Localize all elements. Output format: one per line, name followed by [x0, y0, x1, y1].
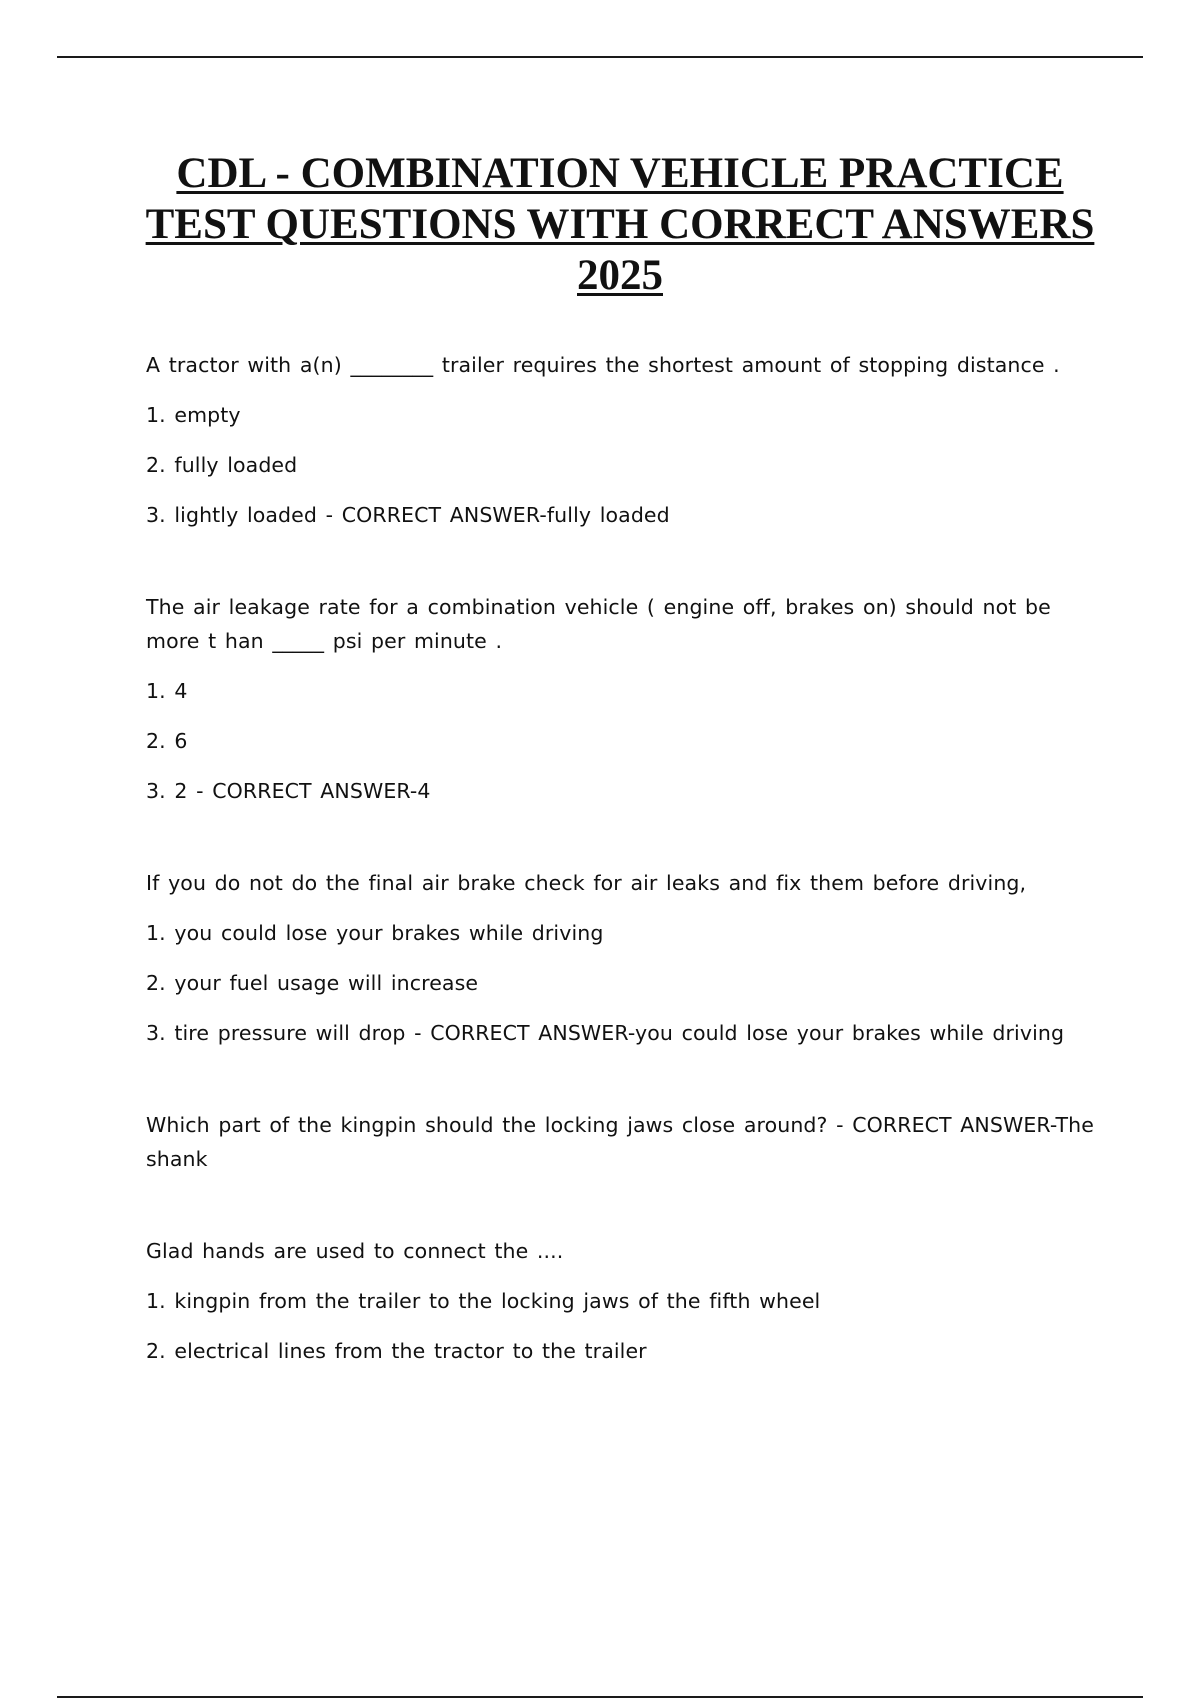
- document-title: CDL - COMBINATION VEHICLE PRACTICE TEST QUESTIONS WITH CORRECT ANSWERS 2025: [145, 150, 1095, 299]
- answer-option: 3. tire pressure will drop - CORRECT ANSWER-you could lose your brakes while driving: [146, 1021, 1065, 1045]
- answer-option: 1. 4: [146, 679, 188, 703]
- answer-option: 1. kingpin from the trailer to the locking jaws of the fifth wheel: [146, 1289, 821, 1313]
- answer-option: 2. 6: [146, 729, 188, 753]
- question-text: If you do not do the final air brake check for air leaks and fix them before driving,: [146, 871, 1027, 895]
- question-list: [146, 348, 1096, 1426]
- footer-rule: [57, 1696, 1143, 1698]
- header-rule: [57, 56, 1143, 58]
- question-text: Glad hands are used to connect the ....: [146, 1239, 564, 1263]
- question-text: The air leakage rate for a combination vehicle ( engine off, brakes on) should not be more t han _____ psi per minute .: [146, 595, 1051, 653]
- question-text: Which part of the kingpin should the locking jaws close around? - CORRECT ANSWER-The shank: [146, 1113, 1094, 1171]
- question-5: [146, 1234, 1096, 1368]
- question-4: [146, 1108, 1096, 1176]
- answer-option: 1. you could lose your brakes while driving: [146, 921, 604, 945]
- question-3: [146, 866, 1096, 1050]
- answer-option: 3. 2 - CORRECT ANSWER-4: [146, 779, 431, 803]
- answer-option: 3. lightly loaded - CORRECT ANSWER-fully loaded: [146, 503, 670, 527]
- answer-option: 1. empty: [146, 403, 241, 427]
- question-1: [146, 348, 1096, 532]
- answer-option: 2. your fuel usage will increase: [146, 971, 479, 995]
- answer-option: 2. electrical lines from the tractor to the trailer: [146, 1339, 647, 1363]
- question-2: [146, 590, 1096, 808]
- answer-option: 2. fully loaded: [146, 453, 298, 477]
- question-text: A tractor with a(n) ________ trailer requires the shortest amount of stopping distance .: [146, 353, 1060, 377]
